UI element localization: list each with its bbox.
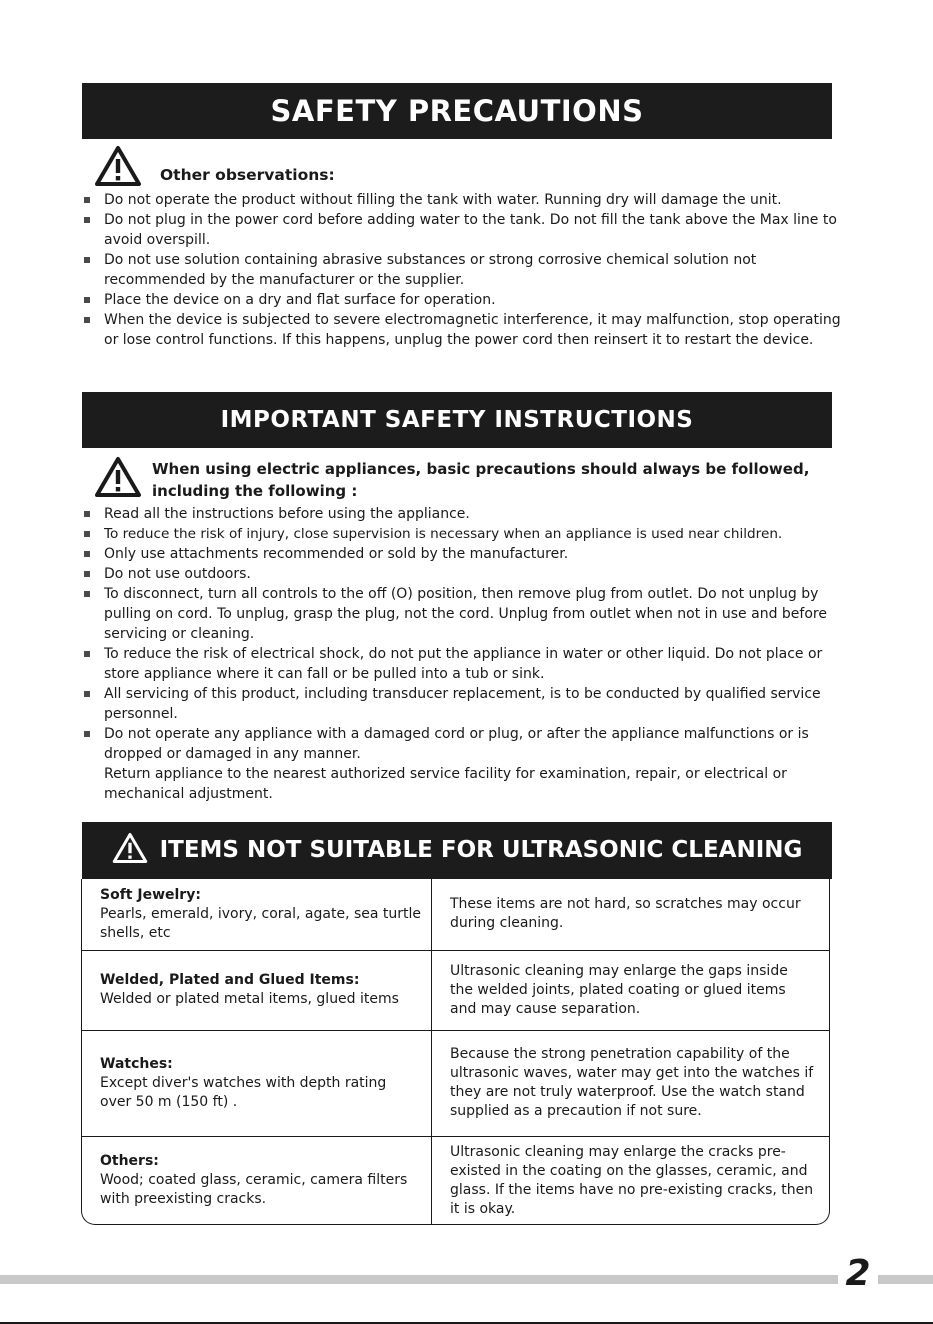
list-item: Do not use solution containing abrasive substances or strong corrosive chemical solution not recommended by the manufacturer or the supplier. — [82, 250, 852, 290]
item-description: Except diver's watches with depth rating over 50 m (150 ft) . — [100, 1074, 387, 1110]
page-number: 2 — [838, 1254, 878, 1294]
list-item: Read all the instructions before using the appliance. — [82, 504, 862, 524]
list-item-text: Do not operate any appliance with a damaged cord or plug, or after the appliance malfunctions or is dropped or damaged in any manner. — [104, 726, 809, 762]
footer-bar — [0, 1275, 933, 1284]
reason-cell: Ultrasonic cleaning may enlarge the gaps inside the welded joints, plated coating or glued items and may cause separation. — [432, 950, 830, 1030]
section-heading: Other observations: — [160, 166, 335, 184]
banner-title: SAFETY PRECAUTIONS — [270, 94, 644, 128]
item-cell — [82, 879, 432, 950]
banner-title: IMPORTANT SAFETY INSTRUCTIONS — [220, 407, 694, 433]
list-item: To reduce the risk of electrical shock, do not put the appliance in water or other liquid. Do not place or store appliance where it can fall or be pulled into a tub or sink. — [82, 644, 862, 684]
warning-triangle-icon — [94, 145, 142, 187]
item-description: Wood; coated glass, ceramic, camera filters with preexisting cracks. — [100, 1172, 408, 1208]
item-description: Welded or plated metal items, glued items — [100, 991, 399, 1007]
item-cell — [82, 1136, 432, 1225]
list-item: Do not operate the product without filling the tank with water. Running dry will damage the unit. — [82, 190, 852, 210]
safety-instructions-list — [82, 504, 862, 804]
list-item: Only use attachments recommended or sold by the manufacturer. — [82, 544, 862, 564]
warning-triangle-icon — [94, 456, 142, 498]
electric-appliances-heading-block — [94, 456, 814, 502]
list-item: To reduce the risk of injury, close supervision is necessary when an appliance is used near children. — [82, 524, 862, 544]
item-description: Pearls, emerald, ivory, coral, agate, sea turtle shells, etc — [100, 905, 422, 941]
table-row — [82, 950, 829, 1030]
table-row — [82, 1136, 829, 1225]
list-item: To disconnect, turn all controls to the off (O) position, then remove plug from outlet. Do not unplug by pulling on cord. To unplug, grasp the plug, not the cord. Unplug from outlet when not in use and before servicing or cleaning. — [82, 584, 862, 644]
item-cell — [82, 1030, 432, 1136]
list-item: Do not use outdoors. — [82, 564, 862, 584]
item-title: Welded, Plated and Glued Items: — [100, 972, 360, 988]
table-row — [82, 879, 829, 950]
list-item — [82, 724, 862, 804]
item-title: Others: — [100, 1153, 159, 1170]
table-row — [82, 1030, 829, 1136]
other-observations-heading-block — [94, 145, 335, 187]
banner-title: ITEMS NOT SUITABLE FOR ULTRASONIC CLEANING — [159, 837, 803, 863]
reason-cell: Because the strong penetration capability of the ultrasonic waves, water may get into the watches if they are not truly waterproof. Use the watch stand supplied as a precaution if not sure. — [432, 1030, 830, 1136]
list-item-continuation: Return appliance to the nearest authorized service facility for examination, repair, or electrical or mechanical adjustment. — [104, 766, 787, 802]
items-not-suitable-banner — [82, 822, 832, 879]
reason-cell: These items are not hard, so scratches may occur during cleaning. — [432, 879, 830, 950]
list-item: All servicing of this product, including transducer replacement, is to be conducted by qualified service personnel. — [82, 684, 862, 724]
list-item: When the device is subjected to severe electromagnetic interference, it may malfunction, stop operating or lose control functions. If this happens, unplug the power cord then reinsert it to restart the device. — [82, 310, 852, 350]
reason-cell: Ultrasonic cleaning may enlarge the cracks pre-existed in the coating on the glasses, ceramic, and glass. If the items have no pre-existing cracks, then it is okay. — [450, 1143, 814, 1217]
unsuitable-items-table — [81, 879, 830, 1225]
important-safety-instructions-banner — [82, 392, 832, 448]
list-item: Do not plug in the power cord before adding water to the tank. Do not fill the tank above the Max line to avoid overspill. — [82, 210, 852, 250]
item-title: Watches: — [100, 1055, 173, 1072]
list-item: Place the device on a dry and flat surface for operation. — [82, 290, 852, 310]
other-observations-list — [82, 190, 852, 350]
safety-precautions-banner — [82, 83, 832, 139]
warning-triangle-icon — [112, 832, 148, 864]
section-heading: When using electric appliances, basic precautions should always be followed, including the following : — [152, 460, 810, 500]
item-title: Soft Jewelry: — [100, 886, 201, 903]
items-table — [82, 879, 829, 1225]
item-cell — [82, 950, 432, 1030]
